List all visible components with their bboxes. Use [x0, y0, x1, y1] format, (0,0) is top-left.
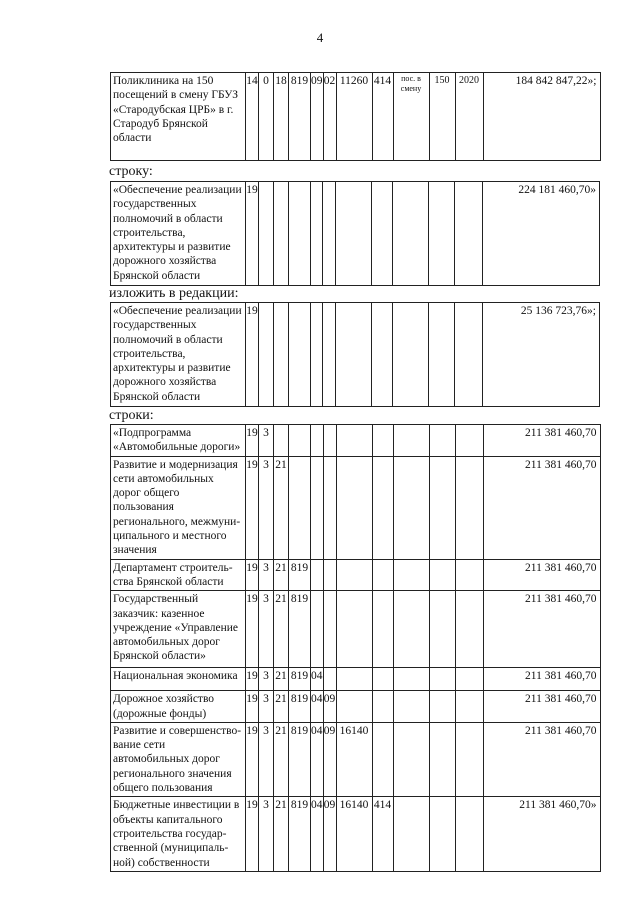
cell-subprogram: 3 — [259, 691, 274, 723]
cell-capacity — [429, 722, 455, 796]
cell-year — [455, 691, 483, 723]
cell-expense-type — [372, 182, 393, 286]
cell-target-article: 16140 — [336, 722, 372, 796]
cell-description: Департамент строитель-ства Брянской области — [111, 559, 246, 591]
table-row — [111, 722, 601, 796]
cell-subsection — [323, 182, 336, 286]
table-row — [111, 591, 601, 668]
cell-target-article — [336, 691, 372, 723]
cell-program: 19 — [246, 591, 259, 668]
cell-program: 19 — [246, 691, 259, 723]
cell-amount: 211 381 460,70 — [483, 425, 600, 457]
cell-unit — [393, 456, 429, 559]
cell-subprogram: 3 — [259, 797, 274, 871]
section-heading: строки: — [109, 408, 154, 423]
cell-capacity — [429, 425, 455, 457]
cell-year — [455, 182, 483, 286]
cell-subsection: 09 — [323, 691, 336, 723]
cell-program: 19 — [246, 303, 259, 407]
cell-grbs: 819 — [289, 797, 311, 871]
cell-program: 19 — [246, 425, 259, 457]
cell-grbs: 819 — [289, 722, 311, 796]
cell-unit — [393, 722, 429, 796]
table-row — [111, 425, 601, 457]
table-row — [111, 691, 601, 723]
cell-description: Развитие и модернизация сети автомобильных дорог общего пользования регионального, межмуни-ципального и местного значения — [111, 456, 246, 559]
cell-main-event: 21 — [274, 591, 289, 668]
cell-capacity — [429, 591, 455, 668]
cell-unit — [393, 668, 429, 691]
table-row — [111, 182, 600, 286]
table-row — [111, 668, 601, 691]
cell-main-event — [274, 425, 289, 457]
budget-table — [110, 302, 600, 407]
cell-subsection: 09 — [323, 797, 336, 871]
cell-grbs — [289, 456, 311, 559]
cell-expense-type — [372, 559, 393, 591]
cell-description: Государственный заказчик: казенное учреждение «Управление автомобильных дорог Брянской области» — [111, 591, 246, 668]
cell-subsection — [323, 456, 336, 559]
cell-target-article — [336, 559, 372, 591]
cell-year: 2020 — [455, 73, 483, 161]
cell-unit: пос. в смену — [393, 73, 429, 161]
cell-year — [455, 797, 483, 871]
cell-section — [311, 303, 323, 407]
cell-expense-type — [372, 668, 393, 691]
cell-expense-type — [372, 303, 393, 407]
budget-table — [110, 181, 600, 286]
cell-capacity — [429, 456, 455, 559]
page-number: 4 — [316, 30, 324, 45]
section-heading: изложить в редакции: — [109, 286, 239, 301]
cell-year — [455, 425, 483, 457]
cell-subprogram — [259, 303, 274, 407]
budget-table — [110, 72, 601, 161]
cell-capacity — [429, 559, 455, 591]
table-row — [111, 797, 601, 871]
cell-description: Поликлиника на 150 посещений в смену ГБУЗ «Стародубская ЦРБ» в г. Стародуб Брянской области — [111, 73, 246, 161]
cell-capacity — [429, 303, 455, 407]
table-row — [111, 303, 600, 407]
cell-amount: 211 381 460,70 — [483, 691, 600, 723]
cell-subsection — [323, 425, 336, 457]
section-heading: строку: — [109, 164, 153, 179]
cell-main-event: 18 — [274, 73, 289, 161]
cell-unit — [393, 797, 429, 871]
cell-target-article: 16140 — [336, 797, 372, 871]
cell-unit — [393, 559, 429, 591]
cell-amount: 224 181 460,70» — [483, 182, 600, 286]
cell-grbs: 819 — [289, 668, 311, 691]
cell-amount: 211 381 460,70 — [483, 456, 600, 559]
cell-program: 19 — [246, 797, 259, 871]
cell-expense-type — [372, 591, 393, 668]
cell-subsection — [323, 591, 336, 668]
cell-main-event: 21 — [274, 668, 289, 691]
cell-subprogram: 3 — [259, 456, 274, 559]
cell-subprogram — [259, 182, 274, 286]
cell-year — [455, 591, 483, 668]
cell-main-event: 21 — [274, 691, 289, 723]
cell-grbs: 819 — [289, 591, 311, 668]
cell-expense-type — [372, 456, 393, 559]
cell-subsection: 02 — [323, 73, 336, 161]
cell-section — [311, 182, 323, 286]
cell-amount: 25 136 723,76»; — [483, 303, 600, 407]
cell-section — [311, 425, 324, 457]
cell-year — [455, 456, 483, 559]
cell-capacity — [429, 797, 455, 871]
cell-amount: 211 381 460,70 — [483, 668, 600, 691]
cell-subsection: 09 — [323, 722, 336, 796]
cell-expense-type — [372, 691, 393, 723]
cell-amount: 211 381 460,70 — [483, 559, 600, 591]
cell-grbs: 819 — [289, 73, 311, 161]
cell-capacity — [429, 668, 455, 691]
cell-section — [311, 559, 324, 591]
cell-description: «Обеспечение реализации государственных полномочий в области строительства, архитектуры и развитие дорожного хозяйства Брянской области — [111, 182, 246, 286]
cell-amount: 211 381 460,70 — [483, 722, 600, 796]
cell-target-article — [336, 303, 372, 407]
cell-unit — [393, 303, 429, 407]
cell-unit — [393, 425, 429, 457]
cell-capacity: 150 — [429, 73, 455, 161]
cell-program: 19 — [246, 559, 259, 591]
cell-expense-type — [372, 722, 393, 796]
cell-target-article — [336, 182, 372, 286]
cell-capacity — [429, 691, 455, 723]
budget-table — [110, 424, 601, 872]
cell-section: 04 — [311, 797, 324, 871]
cell-section: 04 — [311, 722, 324, 796]
cell-subprogram: 3 — [259, 425, 274, 457]
cell-target-article: 11260 — [336, 73, 372, 161]
cell-section: 04 — [311, 691, 324, 723]
cell-program: 19 — [246, 722, 259, 796]
cell-description: Развитие и совершенство-вание сети автомобильных дорог регионального значения общего пользования — [111, 722, 246, 796]
cell-subprogram: 3 — [259, 559, 274, 591]
cell-target-article — [336, 456, 372, 559]
cell-main-event: 21 — [274, 722, 289, 796]
cell-description: «Обеспечение реализации государственных полномочий в области строительства, архитектуры и развитие дорожного хозяйства Брянской области — [111, 303, 246, 407]
cell-program: 14 — [246, 73, 259, 161]
cell-program: 19 — [246, 668, 259, 691]
cell-main-event — [274, 303, 289, 407]
cell-section: 09 — [311, 73, 324, 161]
cell-unit — [393, 591, 429, 668]
cell-subprogram: 3 — [259, 668, 274, 691]
cell-expense-type: 414 — [372, 73, 393, 161]
cell-amount: 211 381 460,70» — [483, 797, 600, 871]
cell-grbs: 819 — [289, 559, 311, 591]
cell-expense-type — [372, 425, 393, 457]
cell-grbs — [289, 425, 311, 457]
cell-target-article — [336, 668, 372, 691]
cell-description: «Подпрограмма «Автомобильные дороги» — [111, 425, 246, 457]
cell-unit — [393, 182, 429, 286]
cell-main-event: 21 — [274, 559, 289, 591]
cell-description: Дорожное хозяйство (дорожные фонды) — [111, 691, 246, 723]
cell-description: Национальная экономика — [111, 668, 246, 691]
cell-amount: 184 842 847,22»; — [483, 73, 600, 161]
cell-year — [455, 303, 483, 407]
cell-target-article — [336, 425, 372, 457]
cell-main-event: 21 — [274, 456, 289, 559]
cell-subsection — [323, 559, 336, 591]
table-row — [111, 73, 601, 161]
cell-amount: 211 381 460,70 — [483, 591, 600, 668]
cell-subprogram: 3 — [259, 722, 274, 796]
cell-grbs — [289, 303, 311, 407]
cell-grbs — [289, 182, 311, 286]
cell-subsection — [323, 668, 336, 691]
cell-program: 19 — [246, 182, 259, 286]
cell-main-event — [274, 182, 289, 286]
cell-section — [311, 591, 324, 668]
cell-unit — [393, 691, 429, 723]
table-row — [111, 559, 601, 591]
cell-section — [311, 456, 324, 559]
cell-section: 04 — [311, 668, 324, 691]
cell-year — [455, 559, 483, 591]
cell-grbs: 819 — [289, 691, 311, 723]
cell-year — [455, 722, 483, 796]
cell-subsection — [323, 303, 336, 407]
cell-description: Бюджетные инвестиции в объекты капитального строительства государ-ственной (муниципаль-ной) собственности — [111, 797, 246, 871]
cell-target-article — [336, 591, 372, 668]
cell-expense-type: 414 — [372, 797, 393, 871]
cell-year — [455, 668, 483, 691]
cell-subprogram: 0 — [259, 73, 274, 161]
cell-main-event: 21 — [274, 797, 289, 871]
cell-program: 19 — [246, 456, 259, 559]
cell-subprogram: 3 — [259, 591, 274, 668]
cell-capacity — [429, 182, 455, 286]
table-row — [111, 456, 601, 559]
